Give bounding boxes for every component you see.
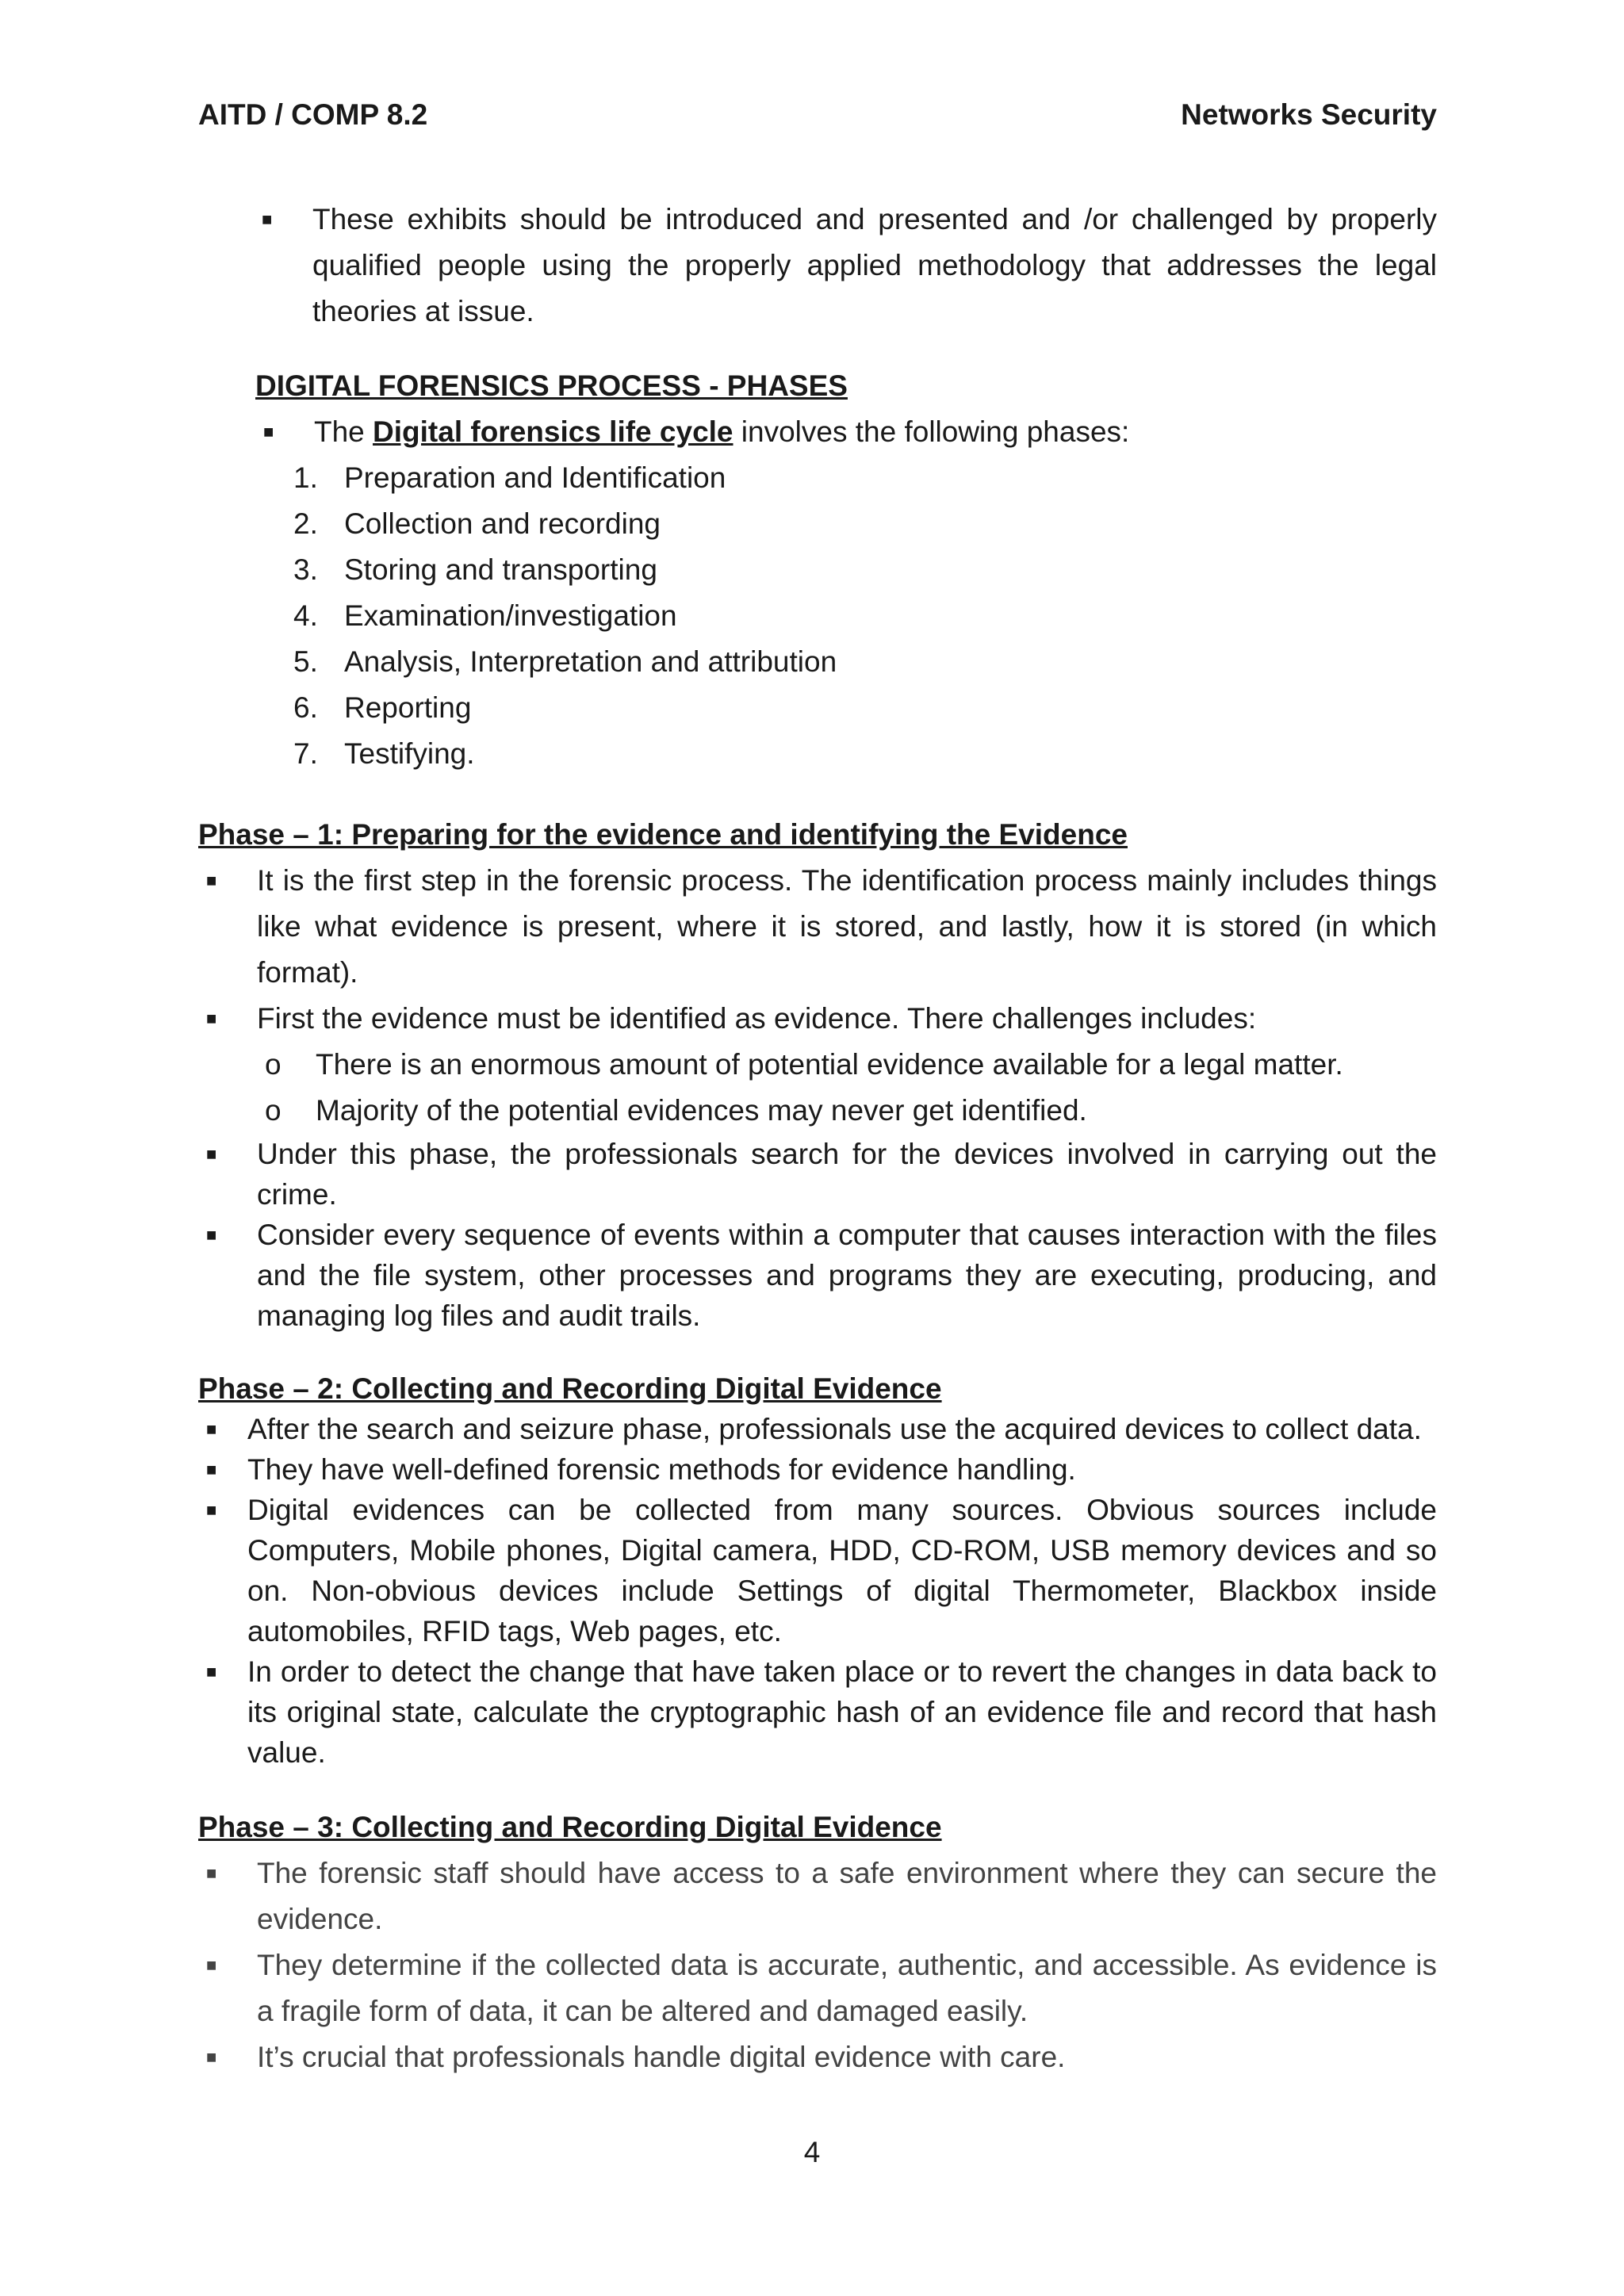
lifecycle-term: Digital forensics life cycle <box>373 415 733 448</box>
bullet-icon: ■ <box>206 871 217 890</box>
bullet-icon: ■ <box>206 1144 217 1164</box>
phase-item: 5. Analysis, Interpretation and attribution <box>293 645 837 678</box>
section-heading: Phase – 2: Collecting and Recording Digital Evidence <box>198 1372 942 1405</box>
phase-item: 4. Examination/investigation <box>293 599 677 632</box>
phase-item: 6. Reporting <box>293 691 472 724</box>
list-item: ■ First the evidence must be identified as evidence. There challenges includes: <box>198 996 1437 1042</box>
phase-item: 1. Preparation and Identification <box>293 461 726 494</box>
phase3-section <box>198 1804 1437 2080</box>
list-item: ■ Digital evidences can be collected from many sources. Obvious sources include Computers, Mobile phones, Digital camera, HDD, CD-ROM, USB memory devices and so on. Non-obvious devices include Settings of digital Thermometer, Blackbox inside automobiles, RFID tags, Web pages, etc. <box>198 1490 1437 1651</box>
bullet-icon: ■ <box>206 1460 217 1479</box>
phase-item: 7. Testifying. <box>293 737 475 770</box>
intro-section <box>254 197 1437 335</box>
list-item: ■ After the search and seizure phase, professionals use the acquired devices to collect data. <box>198 1409 1437 1449</box>
bullet-icon: ■ <box>206 1955 217 1975</box>
bullet-icon: ■ <box>206 1225 217 1245</box>
section-heading: Phase – 3: Collecting and Recording Digital Evidence <box>198 1811 942 1843</box>
bullet-icon: ■ <box>206 1863 217 1883</box>
phase-item: 3. Storing and transporting <box>293 553 657 586</box>
list-item: ■ Under this phase, the professionals search for the devices involved in carrying out the crime. <box>198 1134 1437 1215</box>
circle-bullet-icon: o <box>265 1048 282 1081</box>
list-item: ■ In order to detect the change that have taken place or to revert the changes in data back to its original state, calculate the cryptographic hash of an evidence file and record that hash value. <box>198 1651 1437 1773</box>
bullet-icon: ■ <box>206 1419 217 1439</box>
circle-bullet-icon: o <box>265 1094 282 1127</box>
list-item: ■ They have well-defined forensic methods for evidence handling. <box>198 1449 1437 1490</box>
header-subject: Networks Security <box>1181 98 1437 131</box>
phase1-section <box>198 812 1437 1336</box>
header-course-code: AITD / COMP 8.2 <box>198 98 428 131</box>
sub-list-item: o There is an enormous amount of potential evidence available for a legal matter. <box>198 1042 1437 1088</box>
section-heading: Phase – 1: Preparing for the evidence and identifying the Evidence <box>198 818 1128 851</box>
list-item: ■ These exhibits should be introduced and presented and /or challenged by properly qualified people using the properly applied methodology that addresses the legal theories at issue. <box>254 197 1437 335</box>
phases-section <box>255 363 1437 777</box>
list-item: ■ It’s crucial that professionals handle digital evidence with care. <box>198 2034 1437 2080</box>
phase-item: 2. Collection and recording <box>293 507 661 540</box>
bullet-icon: ■ <box>206 1008 217 1028</box>
list-item: ■ They determine if the collected data is accurate, authentic, and accessible. As evidence is a fragile form of data, it can be altered and damaged easily. <box>198 1942 1437 2034</box>
bullet-icon: ■ <box>206 2047 217 2067</box>
section-heading: DIGITAL FORENSICS PROCESS - PHASES <box>255 369 848 402</box>
list-item: ■ The forensic staff should have access to a safe environment where they can secure the evidence. <box>198 1850 1437 1942</box>
bullet-icon: ■ <box>206 1500 217 1520</box>
sub-list-item: o Majority of the potential evidences may never get identified. <box>198 1088 1437 1134</box>
bullet-icon: ■ <box>263 422 274 442</box>
list-item: ■ Consider every sequence of events within a computer that causes interaction with the files and the file system, other processes and programs they are executing, producing, and managing log files and audit trails. <box>198 1215 1437 1336</box>
list-item: ■ The Digital forensics life cycle involves the following phases: <box>255 409 1437 455</box>
list-item: ■ It is the first step in the forensic process. The identification process mainly includes things like what evidence is present, where it is stored, and lastly, how it is stored (in which format). <box>198 858 1437 996</box>
bullet-icon: ■ <box>262 209 273 229</box>
page-number: 4 <box>803 2136 821 2168</box>
bullet-icon: ■ <box>206 1662 217 1682</box>
phase2-section <box>198 1368 1437 1773</box>
